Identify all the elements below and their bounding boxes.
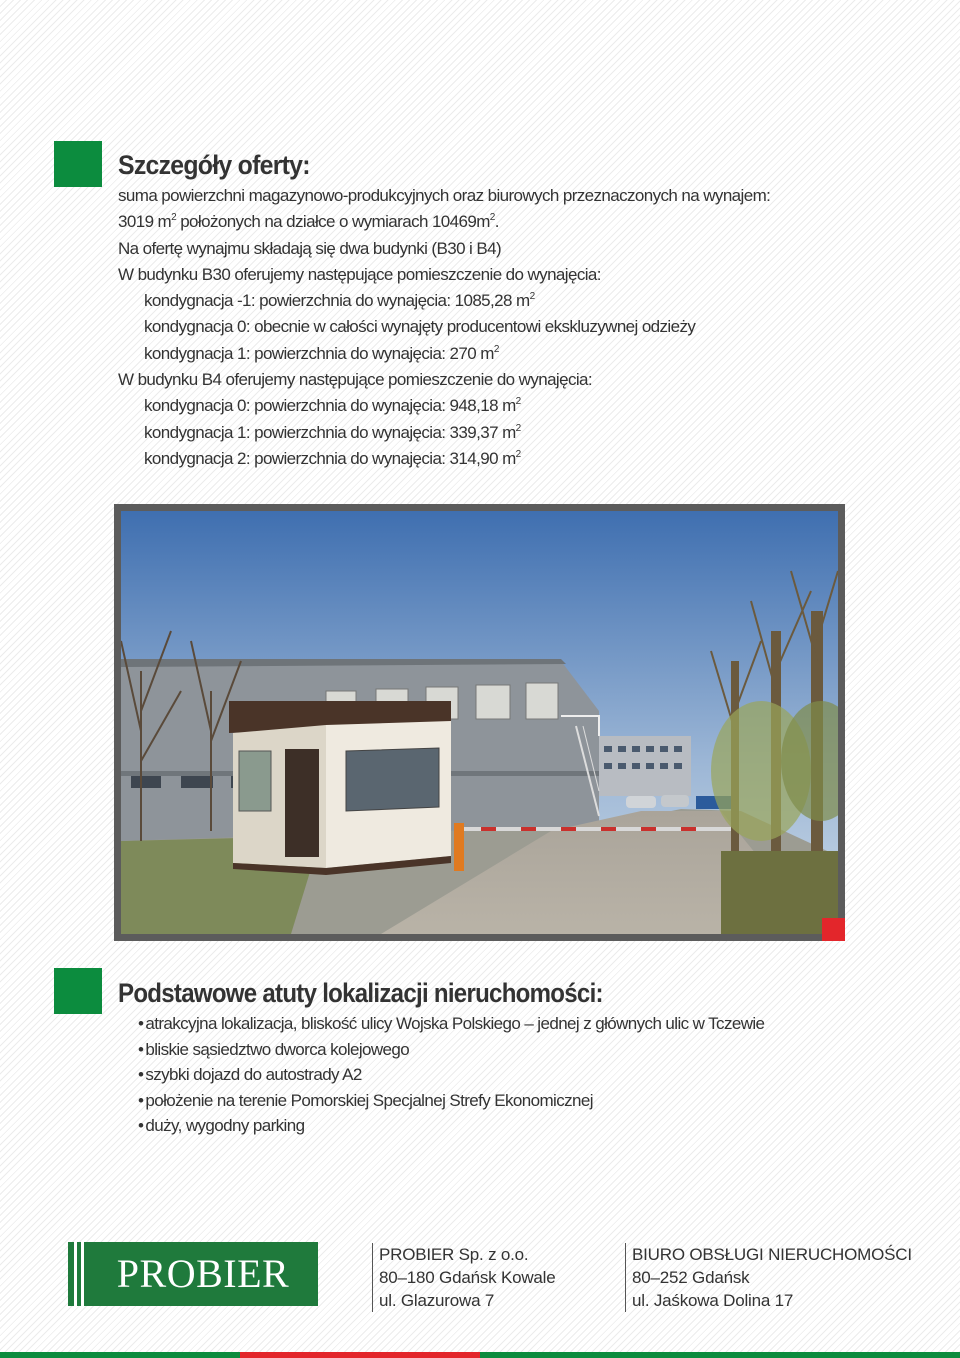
superscript: 2: [493, 343, 499, 355]
offer-heading: Szczegóły oferty:: [118, 150, 310, 180]
office-street: ul. Jaśkowa Dolina 17: [632, 1291, 794, 1310]
offer-line-text: kondygnacja -1: powierzchnia do wynajęcia: 1085,28 m: [144, 291, 530, 311]
offer-line: [118, 314, 770, 340]
offer-line: [118, 393, 770, 419]
photo-gate-building: [121, 511, 838, 934]
offer-line-text: położonych na działce o wymiarach 10469m: [176, 212, 490, 232]
offer-line-text: W budynku B4 oferujemy następujące pomieszczenie do wynajęcia:: [118, 370, 593, 390]
offer-line-text: kondygnacja 1: powierzchnia do wynajęcia: 339,37 m: [144, 422, 516, 442]
offer-line: [118, 236, 770, 262]
offer-line-text: kondygnacja 0: obecnie w całości wynajęty producentowi ekskluzywnej odzieży: [144, 317, 696, 337]
company-street: ul. Glazurowa 7: [379, 1291, 495, 1310]
company-name: PROBIER Sp. z o.o.: [379, 1245, 529, 1264]
superscript: 2: [529, 291, 535, 303]
location-bullet: • szybki dojazd do autostrady A2: [138, 1062, 764, 1088]
company-city: 80–180 Gdańsk Kowale: [379, 1268, 556, 1287]
offer-line-text: kondygnacja 0: powierzchnia do wynajęcia: 948,18 m: [144, 396, 516, 416]
location-bullet: • położenie na terenie Pomorskiej Specjalnej Strefy Ekonomicznej: [138, 1088, 764, 1114]
section-marker-offer: [54, 141, 102, 187]
offer-line: [118, 367, 770, 393]
offer-line: [118, 446, 770, 472]
location-bullet: • duży, wygodny parking: [138, 1113, 764, 1139]
company-address: [372, 1243, 556, 1312]
superscript: 2: [515, 448, 521, 460]
office-name: BIURO OBSŁUGI NIERUCHOMOŚCI: [632, 1245, 912, 1264]
offer-line: [118, 341, 770, 367]
office-city: 80–252 Gdańsk: [632, 1268, 750, 1287]
offer-line-text: .: [494, 212, 499, 232]
logo-text: PROBIER: [116, 1251, 290, 1296]
offer-line: [118, 262, 770, 288]
location-bullets: [138, 1011, 764, 1139]
bottom-stripe-green: [0, 1352, 240, 1358]
offer-details: [118, 183, 770, 472]
superscript: 2: [489, 212, 495, 224]
offer-line: [118, 183, 770, 209]
superscript: 2: [171, 212, 177, 224]
photo-corner-accent: [822, 918, 845, 941]
offer-line-text: suma powierzchni magazynowo-produkcyjnych oraz biurowych przeznaczonych na wynajem:: [118, 186, 771, 205]
offer-line: [118, 420, 770, 446]
bottom-stripe-green-right: [480, 1352, 960, 1358]
offer-line-text: W budynku B30 oferujemy następujące pomieszczenie do wynajęcia:: [118, 264, 601, 284]
offer-line: [118, 209, 770, 235]
probier-logo: [68, 1242, 318, 1306]
superscript: 2: [515, 396, 521, 408]
location-bullet: • atrakcyjna lokalizacja, bliskość ulicy Wojska Polskiego – jednej z głównych ulic w Tczewie: [138, 1011, 764, 1037]
property-photo: [114, 504, 845, 941]
superscript: 2: [515, 422, 521, 434]
offer-line-text: kondygnacja 1: powierzchnia do wynajęcia: 270 m: [144, 343, 494, 363]
offer-line-text: kondygnacja 2: powierzchnia do wynajęcia: 314,90 m: [144, 448, 516, 468]
offer-line-text: Na ofertę wynajmu składają się dwa budynki (B30 i B4): [118, 238, 502, 258]
offer-line: [118, 288, 770, 314]
offer-line-text: 3019 m: [118, 212, 172, 232]
section-marker-location: [54, 968, 102, 1014]
office-address: [625, 1243, 912, 1312]
bottom-stripe-red: [240, 1352, 480, 1358]
location-heading: Podstawowe atuty lokalizacji nieruchomości:: [118, 978, 603, 1008]
location-bullet: • bliskie sąsiedztwo dworca kolejowego: [138, 1037, 764, 1063]
